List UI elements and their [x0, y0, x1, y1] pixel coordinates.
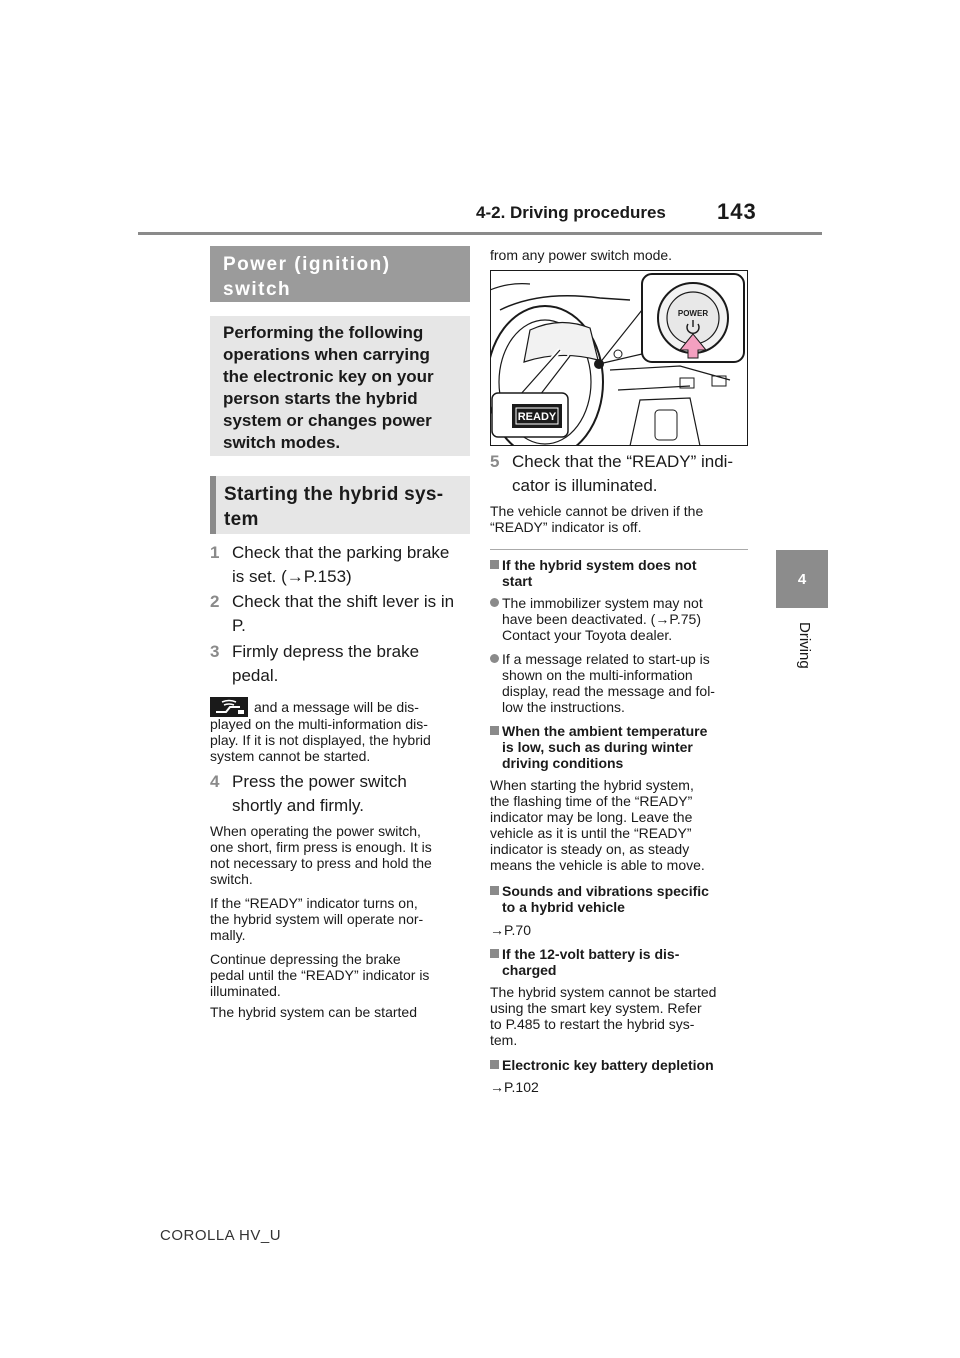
separator	[490, 549, 748, 550]
icon-note-line1: and a message will be dis-	[254, 699, 419, 715]
para-continue: Continue depressing the brake pedal until the “READY” indicator is illuminated.	[210, 951, 430, 999]
heading-battery-discharged: If the 12-volt battery is dis- charged	[490, 946, 752, 978]
power-label: POWER	[677, 309, 709, 318]
chapter-number: 4	[797, 571, 807, 588]
step-5: 5 Check that the “READY” indi- cator is illuminated.	[490, 452, 734, 495]
chapter-label: Driving	[796, 622, 813, 669]
starting-hybrid-heading: Starting the hybrid sys- tem	[210, 476, 470, 534]
heading-ambient-temp: When the ambient temperature is low, such as during winter driving conditions	[490, 723, 752, 771]
section-title: 4-2. Driving procedures	[476, 203, 666, 222]
step-2: 2 Check that the shift lever is in P.	[210, 592, 455, 635]
header-rule	[138, 232, 822, 235]
ready-indicator-icon	[512, 404, 562, 428]
heading-not-start: If the hybrid system does not start	[490, 557, 752, 589]
para-power-switch: When operating the power switch, one short, firm press is enough. It is not necessary to press and hold the switch.	[210, 823, 432, 887]
footer-model: COROLLA HV_U	[160, 1227, 282, 1244]
para-started: The hybrid system can be started	[210, 1004, 417, 1020]
heading-sounds: Sounds and vibrations specific to a hybrid vehicle	[490, 883, 752, 915]
step-4: 4 Press the power switch shortly and firmly.	[210, 772, 407, 815]
page-number: 143	[717, 199, 757, 224]
power-switch-figure	[490, 270, 748, 446]
heading-key-battery: Electronic key battery depletion	[490, 1057, 752, 1073]
ref-sounds[interactable]: →P.70	[490, 922, 531, 938]
brake-warning-icon	[210, 697, 248, 717]
para-ambient-temp: When starting the hybrid system, the flashing time of the “READY” indicator may be long. Leave the vehicle as it is until the “READY” indicator is steady on, as steady means the vehicle is able to move.	[490, 777, 705, 873]
bullet-immobilizer: The immobilizer system may not have been deactivated. (→P.75) Contact your Toyota dealer.	[490, 595, 752, 643]
step-1: 1 Check that the parking brake is set. (→P.153)	[210, 543, 450, 586]
step-3: 3 Firmly depress the brake pedal.	[210, 642, 420, 685]
para-ready-on: If the “READY” indicator turns on, the hybrid system will operate nor- mally.	[210, 895, 424, 943]
ready-label: READY	[517, 411, 557, 423]
continued-text: from any power switch mode.	[490, 247, 673, 263]
para-battery-discharged: The hybrid system cannot be started using the smart key system. Refer to P.485 to restart the hybrid sys- tem.	[490, 984, 717, 1048]
intro-box: Performing the following operations when carrying the electronic key on your person starts the hybrid system or changes power switch modes.	[210, 316, 470, 456]
step5-note: The vehicle cannot be driven if the “READY” indicator is off.	[490, 503, 704, 535]
bullet-message: If a message related to start-up is shown on the multi-information display, read the message and fol- low the instructions.	[490, 651, 752, 715]
power-switch-heading: Power (ignition) switch	[210, 246, 470, 302]
ref-key-battery[interactable]: →P.102	[490, 1079, 539, 1095]
icon-note: played on the multi-information dis- play. If it is not displayed, the hybrid system cannot be started.	[210, 716, 431, 764]
